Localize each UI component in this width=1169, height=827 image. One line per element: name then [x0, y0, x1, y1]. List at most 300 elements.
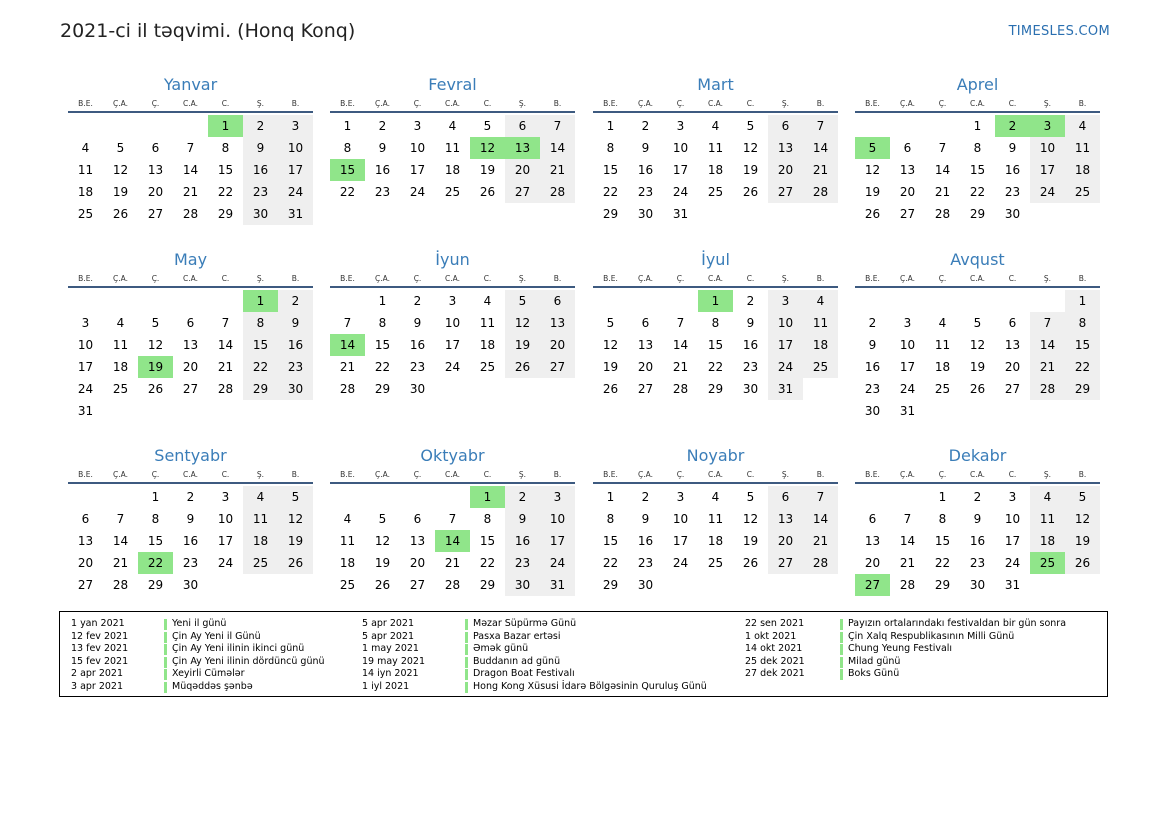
day-cell[interactable]: 28 — [444, 578, 461, 592]
day-cell[interactable]: 28 — [339, 382, 356, 396]
day-cell[interactable]: 17 — [409, 163, 426, 177]
day-cell[interactable]: 26 — [278, 552, 313, 574]
day-cell[interactable]: 7 — [903, 512, 912, 526]
day-cell[interactable]: 3 — [540, 486, 575, 508]
day-cell[interactable]: 20 — [540, 334, 575, 356]
day-cell[interactable]: 4 — [343, 512, 352, 526]
day-cell[interactable]: 15 — [479, 534, 496, 548]
day-cell[interactable]: 17 — [1004, 534, 1021, 548]
day-cell[interactable]: 8 — [151, 512, 160, 526]
day-cell[interactable]: 2 — [973, 490, 982, 504]
day-cell[interactable]: 31 — [540, 574, 575, 596]
day-cell[interactable]: 22 — [602, 185, 619, 199]
day-cell[interactable]: 3 — [413, 119, 422, 133]
day-cell[interactable]: 20 — [505, 159, 540, 181]
day-cell[interactable]: 28 — [803, 181, 838, 203]
day-cell[interactable]: 22 — [1065, 356, 1100, 378]
day-cell[interactable]: 21 — [217, 360, 234, 374]
day-cell[interactable]: 9 — [868, 338, 877, 352]
day-cell[interactable]: 9 — [243, 137, 278, 159]
day-cell[interactable]: 24 — [672, 185, 689, 199]
day-cell[interactable]: 13 — [864, 534, 881, 548]
day-cell[interactable]: 25 — [707, 185, 724, 199]
day-cell[interactable]: 2 — [243, 115, 278, 137]
day-cell[interactable]: 15 — [374, 338, 391, 352]
holiday-day-cell[interactable]: 1 — [470, 486, 505, 508]
day-cell[interactable]: 21 — [540, 159, 575, 181]
day-cell[interactable]: 16 — [1004, 163, 1021, 177]
day-cell[interactable]: 20 — [77, 556, 94, 570]
day-cell[interactable]: 30 — [409, 382, 426, 396]
day-cell[interactable]: 7 — [116, 512, 125, 526]
day-cell[interactable]: 12 — [742, 141, 759, 155]
day-cell[interactable]: 4 — [803, 290, 838, 312]
holiday-day-cell[interactable]: 14 — [330, 334, 365, 356]
day-cell[interactable]: 17 — [77, 360, 94, 374]
day-cell[interactable]: 22 — [479, 556, 496, 570]
day-cell[interactable]: 29 — [147, 578, 164, 592]
day-cell[interactable]: 22 — [374, 360, 391, 374]
day-cell[interactable]: 27 — [147, 207, 164, 221]
day-cell[interactable]: 2 — [378, 119, 387, 133]
day-cell[interactable]: 10 — [672, 141, 689, 155]
day-cell[interactable]: 25 — [934, 382, 951, 396]
day-cell[interactable]: 17 — [444, 338, 461, 352]
day-cell[interactable]: 18 — [1030, 530, 1065, 552]
day-cell[interactable]: 4 — [483, 294, 492, 308]
day-cell[interactable]: 5 — [278, 486, 313, 508]
day-cell[interactable]: 13 — [899, 163, 916, 177]
day-cell[interactable]: 3 — [676, 490, 685, 504]
day-cell[interactable]: 31 — [1004, 578, 1021, 592]
day-cell[interactable]: 28 — [934, 207, 951, 221]
day-cell[interactable]: 25 — [1065, 181, 1100, 203]
day-cell[interactable]: 19 — [969, 360, 986, 374]
day-cell[interactable]: 8 — [483, 512, 492, 526]
day-cell[interactable]: 6 — [1008, 316, 1017, 330]
day-cell[interactable]: 25 — [707, 556, 724, 570]
day-cell[interactable]: 1 — [343, 119, 352, 133]
day-cell[interactable]: 5 — [378, 512, 387, 526]
day-cell[interactable]: 16 — [864, 360, 881, 374]
day-cell[interactable]: 4 — [938, 316, 947, 330]
day-cell[interactable]: 17 — [217, 534, 234, 548]
day-cell[interactable]: 14 — [803, 137, 838, 159]
day-cell[interactable]: 2 — [278, 290, 313, 312]
day-cell[interactable]: 19 — [479, 163, 496, 177]
day-cell[interactable]: 8 — [606, 141, 615, 155]
day-cell[interactable]: 23 — [182, 556, 199, 570]
day-cell[interactable]: 19 — [742, 163, 759, 177]
day-cell[interactable]: 7 — [186, 141, 195, 155]
day-cell[interactable]: 7 — [540, 115, 575, 137]
day-cell[interactable]: 18 — [112, 360, 129, 374]
day-cell[interactable]: 4 — [116, 316, 125, 330]
day-cell[interactable]: 20 — [1004, 360, 1021, 374]
holiday-day-cell[interactable]: 1 — [243, 290, 278, 312]
day-cell[interactable]: 14 — [803, 508, 838, 530]
day-cell[interactable]: 5 — [746, 119, 755, 133]
day-cell[interactable]: 15 — [217, 163, 234, 177]
day-cell[interactable]: 2 — [505, 486, 540, 508]
day-cell[interactable]: 27 — [768, 552, 803, 574]
day-cell[interactable]: 3 — [768, 290, 803, 312]
day-cell[interactable]: 10 — [1030, 137, 1065, 159]
day-cell[interactable]: 22 — [243, 356, 278, 378]
day-cell[interactable]: 8 — [938, 512, 947, 526]
day-cell[interactable]: 28 — [1030, 378, 1065, 400]
day-cell[interactable]: 21 — [803, 530, 838, 552]
day-cell[interactable]: 30 — [243, 203, 278, 225]
day-cell[interactable]: 29 — [934, 578, 951, 592]
day-cell[interactable]: 6 — [768, 115, 803, 137]
day-cell[interactable]: 8 — [711, 316, 720, 330]
day-cell[interactable]: 12 — [864, 163, 881, 177]
day-cell[interactable]: 22 — [969, 185, 986, 199]
day-cell[interactable]: 16 — [742, 338, 759, 352]
day-cell[interactable]: 25 — [112, 382, 129, 396]
day-cell[interactable]: 8 — [343, 141, 352, 155]
day-cell[interactable]: 19 — [112, 185, 129, 199]
day-cell[interactable]: 12 — [1065, 508, 1100, 530]
day-cell[interactable]: 19 — [278, 530, 313, 552]
day-cell[interactable]: 20 — [182, 360, 199, 374]
day-cell[interactable]: 10 — [540, 508, 575, 530]
day-cell[interactable]: 1 — [938, 490, 947, 504]
day-cell[interactable]: 6 — [186, 316, 195, 330]
day-cell[interactable]: 9 — [746, 316, 755, 330]
day-cell[interactable]: 13 — [768, 508, 803, 530]
day-cell[interactable]: 24 — [672, 556, 689, 570]
day-cell[interactable]: 6 — [903, 141, 912, 155]
day-cell[interactable]: 30 — [1004, 207, 1021, 221]
day-cell[interactable]: 11 — [1030, 508, 1065, 530]
holiday-day-cell[interactable]: 22 — [138, 552, 173, 574]
day-cell[interactable]: 29 — [217, 207, 234, 221]
day-cell[interactable]: 2 — [641, 490, 650, 504]
day-cell[interactable]: 11 — [243, 508, 278, 530]
day-cell[interactable]: 16 — [409, 338, 426, 352]
day-cell[interactable]: 6 — [505, 115, 540, 137]
day-cell[interactable]: 4 — [711, 119, 720, 133]
day-cell[interactable]: 3 — [278, 115, 313, 137]
day-cell[interactable]: 23 — [864, 382, 881, 396]
day-cell[interactable]: 23 — [969, 556, 986, 570]
day-cell[interactable]: 28 — [112, 578, 129, 592]
day-cell[interactable]: 19 — [602, 360, 619, 374]
day-cell[interactable]: 12 — [112, 163, 129, 177]
day-cell[interactable]: 6 — [81, 512, 90, 526]
day-cell[interactable]: 18 — [444, 163, 461, 177]
day-cell[interactable]: 27 — [1004, 382, 1021, 396]
day-cell[interactable]: 15 — [1065, 334, 1100, 356]
day-cell[interactable]: 28 — [672, 382, 689, 396]
day-cell[interactable]: 30 — [505, 574, 540, 596]
day-cell[interactable]: 3 — [221, 490, 230, 504]
day-cell[interactable]: 28 — [182, 207, 199, 221]
day-cell[interactable]: 23 — [637, 185, 654, 199]
day-cell[interactable]: 5 — [116, 141, 125, 155]
day-cell[interactable]: 18 — [479, 338, 496, 352]
day-cell[interactable]: 29 — [602, 578, 619, 592]
day-cell[interactable]: 24 — [77, 382, 94, 396]
day-cell[interactable]: 11 — [479, 316, 496, 330]
day-cell[interactable]: 6 — [151, 141, 160, 155]
holiday-day-cell[interactable]: 25 — [1030, 552, 1065, 574]
day-cell[interactable]: 31 — [899, 404, 916, 418]
day-cell[interactable]: 6 — [868, 512, 877, 526]
day-cell[interactable]: 26 — [742, 185, 759, 199]
day-cell[interactable]: 17 — [278, 159, 313, 181]
day-cell[interactable]: 28 — [217, 382, 234, 396]
day-cell[interactable]: 8 — [378, 316, 387, 330]
holiday-day-cell[interactable]: 1 — [698, 290, 733, 312]
day-cell[interactable]: 2 — [413, 294, 422, 308]
day-cell[interactable]: 20 — [768, 530, 803, 552]
day-cell[interactable]: 21 — [112, 556, 129, 570]
day-cell[interactable]: 15 — [969, 163, 986, 177]
day-cell[interactable]: 3 — [1008, 490, 1017, 504]
day-cell[interactable]: 24 — [768, 356, 803, 378]
holiday-day-cell[interactable]: 15 — [330, 159, 365, 181]
day-cell[interactable]: 22 — [934, 556, 951, 570]
day-cell[interactable]: 2 — [746, 294, 755, 308]
day-cell[interactable]: 10 — [1004, 512, 1021, 526]
day-cell[interactable]: 25 — [803, 356, 838, 378]
day-cell[interactable]: 21 — [803, 159, 838, 181]
day-cell[interactable]: 30 — [864, 404, 881, 418]
day-cell[interactable]: 19 — [1065, 530, 1100, 552]
holiday-day-cell[interactable]: 2 — [995, 115, 1030, 137]
day-cell[interactable]: 31 — [768, 378, 803, 400]
holiday-day-cell[interactable]: 13 — [505, 137, 540, 159]
day-cell[interactable]: 5 — [505, 290, 540, 312]
day-cell[interactable]: 11 — [1065, 137, 1100, 159]
day-cell[interactable]: 26 — [742, 556, 759, 570]
day-cell[interactable]: 22 — [339, 185, 356, 199]
day-cell[interactable]: 9 — [641, 512, 650, 526]
day-cell[interactable]: 27 — [768, 181, 803, 203]
day-cell[interactable]: 10 — [217, 512, 234, 526]
day-cell[interactable]: 21 — [934, 185, 951, 199]
day-cell[interactable]: 15 — [934, 534, 951, 548]
day-cell[interactable]: 15 — [602, 534, 619, 548]
day-cell[interactable]: 16 — [374, 163, 391, 177]
day-cell[interactable]: 31 — [278, 203, 313, 225]
day-cell[interactable]: 7 — [1030, 312, 1065, 334]
day-cell[interactable]: 30 — [969, 578, 986, 592]
day-cell[interactable]: 17 — [672, 163, 689, 177]
day-cell[interactable]: 2 — [641, 119, 650, 133]
day-cell[interactable]: 20 — [899, 185, 916, 199]
day-cell[interactable]: 12 — [602, 338, 619, 352]
day-cell[interactable]: 28 — [540, 181, 575, 203]
day-cell[interactable]: 7 — [676, 316, 685, 330]
day-cell[interactable]: 29 — [243, 378, 278, 400]
holiday-day-cell[interactable]: 14 — [435, 530, 470, 552]
day-cell[interactable]: 21 — [339, 360, 356, 374]
day-cell[interactable]: 18 — [707, 534, 724, 548]
day-cell[interactable]: 26 — [602, 382, 619, 396]
day-cell[interactable]: 27 — [637, 382, 654, 396]
day-cell[interactable]: 11 — [707, 512, 724, 526]
day-cell[interactable]: 3 — [81, 316, 90, 330]
day-cell[interactable]: 12 — [374, 534, 391, 548]
day-cell[interactable]: 22 — [217, 185, 234, 199]
day-cell[interactable]: 27 — [899, 207, 916, 221]
day-cell[interactable]: 29 — [602, 207, 619, 221]
day-cell[interactable]: 6 — [768, 486, 803, 508]
day-cell[interactable]: 27 — [409, 578, 426, 592]
day-cell[interactable]: 3 — [448, 294, 457, 308]
day-cell[interactable]: 25 — [479, 360, 496, 374]
day-cell[interactable]: 21 — [899, 556, 916, 570]
day-cell[interactable]: 23 — [637, 556, 654, 570]
day-cell[interactable]: 25 — [339, 578, 356, 592]
day-cell[interactable]: 9 — [378, 141, 387, 155]
day-cell[interactable]: 19 — [742, 534, 759, 548]
day-cell[interactable]: 17 — [768, 334, 803, 356]
day-cell[interactable]: 10 — [444, 316, 461, 330]
day-cell[interactable]: 10 — [899, 338, 916, 352]
day-cell[interactable]: 11 — [339, 534, 356, 548]
day-cell[interactable]: 20 — [409, 556, 426, 570]
day-cell[interactable]: 5 — [1065, 486, 1100, 508]
day-cell[interactable]: 9 — [413, 316, 422, 330]
day-cell[interactable]: 3 — [903, 316, 912, 330]
day-cell[interactable]: 7 — [221, 316, 230, 330]
day-cell[interactable]: 8 — [243, 312, 278, 334]
day-cell[interactable]: 7 — [938, 141, 947, 155]
day-cell[interactable]: 19 — [374, 556, 391, 570]
day-cell[interactable]: 7 — [803, 115, 838, 137]
day-cell[interactable]: 29 — [374, 382, 391, 396]
holiday-day-cell[interactable]: 27 — [855, 574, 890, 596]
day-cell[interactable]: 13 — [182, 338, 199, 352]
day-cell[interactable]: 26 — [147, 382, 164, 396]
day-cell[interactable]: 20 — [147, 185, 164, 199]
day-cell[interactable]: 14 — [672, 338, 689, 352]
holiday-day-cell[interactable]: 1 — [208, 115, 243, 137]
day-cell[interactable]: 1 — [378, 294, 387, 308]
day-cell[interactable]: 8 — [606, 512, 615, 526]
holiday-day-cell[interactable]: 5 — [855, 137, 890, 159]
day-cell[interactable]: 2 — [186, 490, 195, 504]
day-cell[interactable]: 29 — [479, 578, 496, 592]
brand-link[interactable]: TIMESLES.COM — [1008, 24, 1110, 39]
day-cell[interactable]: 12 — [969, 338, 986, 352]
day-cell[interactable]: 18 — [803, 334, 838, 356]
day-cell[interactable]: 20 — [864, 556, 881, 570]
day-cell[interactable]: 11 — [707, 141, 724, 155]
day-cell[interactable]: 8 — [973, 141, 982, 155]
day-cell[interactable]: 24 — [217, 556, 234, 570]
day-cell[interactable]: 11 — [803, 312, 838, 334]
day-cell[interactable]: 7 — [448, 512, 457, 526]
day-cell[interactable]: 18 — [1065, 159, 1100, 181]
day-cell[interactable]: 16 — [969, 534, 986, 548]
day-cell[interactable]: 25 — [444, 185, 461, 199]
day-cell[interactable]: 4 — [448, 119, 457, 133]
day-cell[interactable]: 27 — [77, 578, 94, 592]
day-cell[interactable]: 16 — [637, 163, 654, 177]
day-cell[interactable]: 30 — [182, 578, 199, 592]
day-cell[interactable]: 5 — [483, 119, 492, 133]
day-cell[interactable]: 4 — [81, 141, 90, 155]
holiday-day-cell[interactable]: 19 — [138, 356, 173, 378]
day-cell[interactable]: 18 — [934, 360, 951, 374]
day-cell[interactable]: 12 — [742, 512, 759, 526]
day-cell[interactable]: 14 — [1030, 334, 1065, 356]
day-cell[interactable]: 23 — [742, 360, 759, 374]
day-cell[interactable]: 7 — [803, 486, 838, 508]
day-cell[interactable]: 14 — [934, 163, 951, 177]
day-cell[interactable]: 26 — [374, 578, 391, 592]
holiday-day-cell[interactable]: 3 — [1030, 115, 1065, 137]
day-cell[interactable]: 10 — [768, 312, 803, 334]
day-cell[interactable]: 11 — [444, 141, 461, 155]
day-cell[interactable]: 14 — [899, 534, 916, 548]
day-cell[interactable]: 17 — [540, 530, 575, 552]
day-cell[interactable]: 9 — [641, 141, 650, 155]
day-cell[interactable]: 24 — [409, 185, 426, 199]
day-cell[interactable]: 26 — [864, 207, 881, 221]
day-cell[interactable]: 25 — [77, 207, 94, 221]
day-cell[interactable]: 10 — [409, 141, 426, 155]
day-cell[interactable]: 15 — [147, 534, 164, 548]
day-cell[interactable]: 6 — [540, 290, 575, 312]
day-cell[interactable]: 28 — [899, 578, 916, 592]
day-cell[interactable]: 21 — [182, 185, 199, 199]
day-cell[interactable]: 20 — [637, 360, 654, 374]
day-cell[interactable]: 3 — [676, 119, 685, 133]
day-cell[interactable]: 29 — [1065, 378, 1100, 400]
day-cell[interactable]: 18 — [707, 163, 724, 177]
day-cell[interactable]: 5 — [606, 316, 615, 330]
day-cell[interactable]: 17 — [1030, 159, 1065, 181]
day-cell[interactable]: 24 — [899, 382, 916, 396]
day-cell[interactable]: 11 — [77, 163, 94, 177]
day-cell[interactable]: 13 — [409, 534, 426, 548]
day-cell[interactable]: 4 — [1065, 115, 1100, 137]
day-cell[interactable]: 23 — [243, 181, 278, 203]
day-cell[interactable]: 16 — [278, 334, 313, 356]
day-cell[interactable]: 29 — [707, 382, 724, 396]
day-cell[interactable]: 30 — [278, 378, 313, 400]
day-cell[interactable]: 4 — [243, 486, 278, 508]
day-cell[interactable]: 11 — [934, 338, 951, 352]
day-cell[interactable]: 29 — [969, 207, 986, 221]
day-cell[interactable]: 1 — [606, 119, 615, 133]
day-cell[interactable]: 14 — [112, 534, 129, 548]
day-cell[interactable]: 13 — [77, 534, 94, 548]
day-cell[interactable]: 6 — [413, 512, 422, 526]
day-cell[interactable]: 27 — [505, 181, 540, 203]
day-cell[interactable]: 14 — [182, 163, 199, 177]
day-cell[interactable]: 27 — [182, 382, 199, 396]
day-cell[interactable]: 26 — [505, 356, 540, 378]
day-cell[interactable]: 13 — [540, 312, 575, 334]
day-cell[interactable]: 13 — [637, 338, 654, 352]
day-cell[interactable]: 15 — [707, 338, 724, 352]
day-cell[interactable]: 5 — [973, 316, 982, 330]
day-cell[interactable]: 15 — [602, 163, 619, 177]
day-cell[interactable]: 23 — [374, 185, 391, 199]
day-cell[interactable]: 23 — [505, 552, 540, 574]
day-cell[interactable]: 21 — [444, 556, 461, 570]
day-cell[interactable]: 8 — [221, 141, 230, 155]
day-cell[interactable]: 10 — [278, 137, 313, 159]
